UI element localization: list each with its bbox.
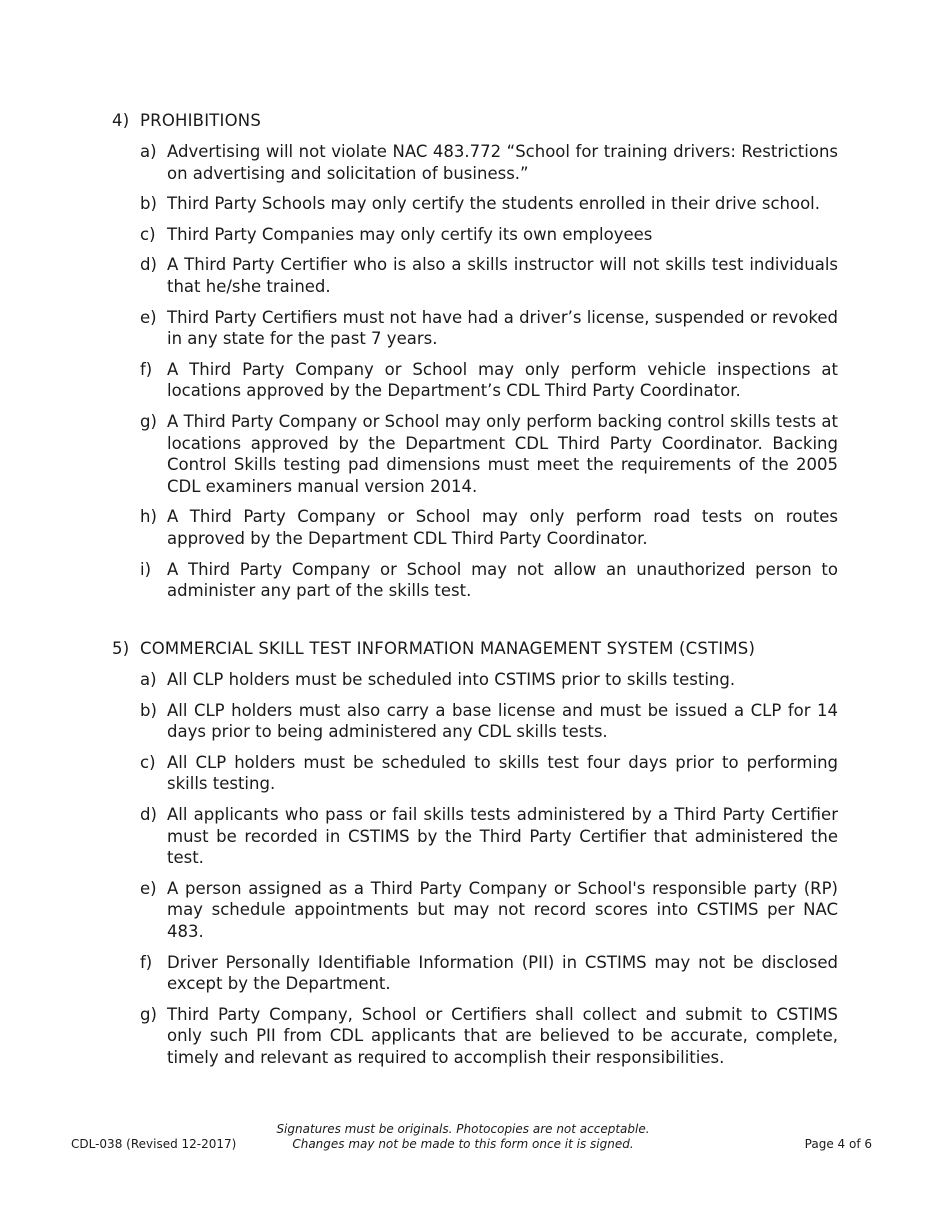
item-letter: a) [140,670,157,689]
section-number: 5) [112,639,130,658]
list-item [140,752,838,795]
item-letter: i) [140,559,152,579]
item-letter: h) [140,507,157,527]
list-item [140,193,838,215]
item-letter: c) [140,224,156,244]
item-text: A Third Party Company or School may not allow an unauthorized person to administer any part of the skills test. [167,559,838,601]
item-text: A Third Party Company or School may only perform road tests on routes approved by the Department CDL Third Party Coordinator. [167,507,838,548]
item-text: Third Party Certifiers must not have had a driver’s license, suspended or revoked in any state for the past 7 years. [167,307,839,349]
signature-notice-line: Signatures must be originals. Photocopies are not acceptable. [276,1122,650,1136]
list-item [140,307,838,350]
prohibitions-list [112,141,838,602]
section-heading [112,638,838,660]
section-title: COMMERCIAL SKILL TEST INFORMATION MANAGEMENT SYSTEM (CSTIMS) [140,639,756,658]
list-item [140,359,838,402]
signature-notice [230,1122,696,1152]
item-text: Advertising will not violate NAC 483.772 “School for training drivers: Restrictions on advertising and solicitation of business.” [167,142,838,183]
list-item [140,700,838,743]
list-item [140,254,838,297]
item-letter: a) [140,142,157,161]
item-text: Third Party Schools may only certify the students enrolled in their drive school. [167,194,820,214]
section-cstims [112,638,838,1078]
section-title: PROHIBITIONS [140,111,262,130]
item-letter: f) [140,952,153,972]
section-prohibitions [112,110,838,611]
item-letter: b) [140,194,157,214]
item-text: All applicants who pass or fail skills tests administered by a Third Party Certifier must be recorded in CSTIMS by the Third Party Certifier that administered the test. [167,804,838,868]
list-item [140,669,838,691]
list-item [140,878,838,943]
list-item [140,411,838,497]
list-item [140,559,838,602]
list-item [140,141,838,184]
item-text: A Third Party Certifier who is also a skills instructor will not skills test individuals that he/she trained. [167,255,838,296]
item-text: Third Party Companies may only certify its own employees [167,224,653,244]
section-heading [112,110,838,132]
item-letter: f) [140,359,153,379]
page-number: Page 4 of 6 [804,1137,872,1151]
item-letter: c) [140,752,156,772]
item-text: Third Party Company, School or Certifiers shall collect and submit to CSTIMS only such PII from CDL applicants that are believed to be accurate, complete, timely and relevant as required to accomplish their responsibilities. [167,1004,838,1067]
item-text: All CLP holders must be scheduled to skills test four days prior to performing skills testing. [167,752,838,794]
item-letter: b) [140,700,157,720]
item-letter: d) [140,255,157,275]
list-item [140,1004,838,1069]
list-item [140,804,838,869]
signature-notice-line: Changes may not be made to this form once it is signed. [292,1137,634,1151]
cstims-list [112,669,838,1069]
item-letter: g) [140,1004,157,1024]
item-text: A Third Party Company or School may only perform vehicle inspections at locations approved by the Department’s CDL Third Party Coordinator. [167,359,838,401]
item-text: A Third Party Company or School may only perform backing control skills tests at locations approved by the Department CDL Third Party Coordinator. Backing Control Skills testing pad dimensions must meet the requirements of the 2005 CDL examiners manual version 2014. [167,411,838,496]
list-item [140,952,838,995]
item-letter: e) [140,878,157,898]
list-item [140,224,838,246]
item-text: A person assigned as a Third Party Company or School's responsible party (RP) may schedule appointments but may not record scores into CSTIMS per NAC 483. [167,878,838,941]
item-letter: g) [140,411,157,431]
item-text: All CLP holders must also carry a base license and must be issued a CLP for 14 days prior to being administered any CDL skills tests. [167,700,838,742]
section-number: 4) [112,111,130,130]
item-text: All CLP holders must be scheduled into CSTIMS prior to skills testing. [167,670,736,689]
item-letter: d) [140,804,157,824]
item-text: Driver Personally Identifiable Information (PII) in CSTIMS may not be disclosed except by the Department. [167,952,838,994]
item-letter: e) [140,307,157,327]
form-id: CDL-038 (Revised 12-2017) [71,1137,237,1151]
list-item [140,506,838,549]
